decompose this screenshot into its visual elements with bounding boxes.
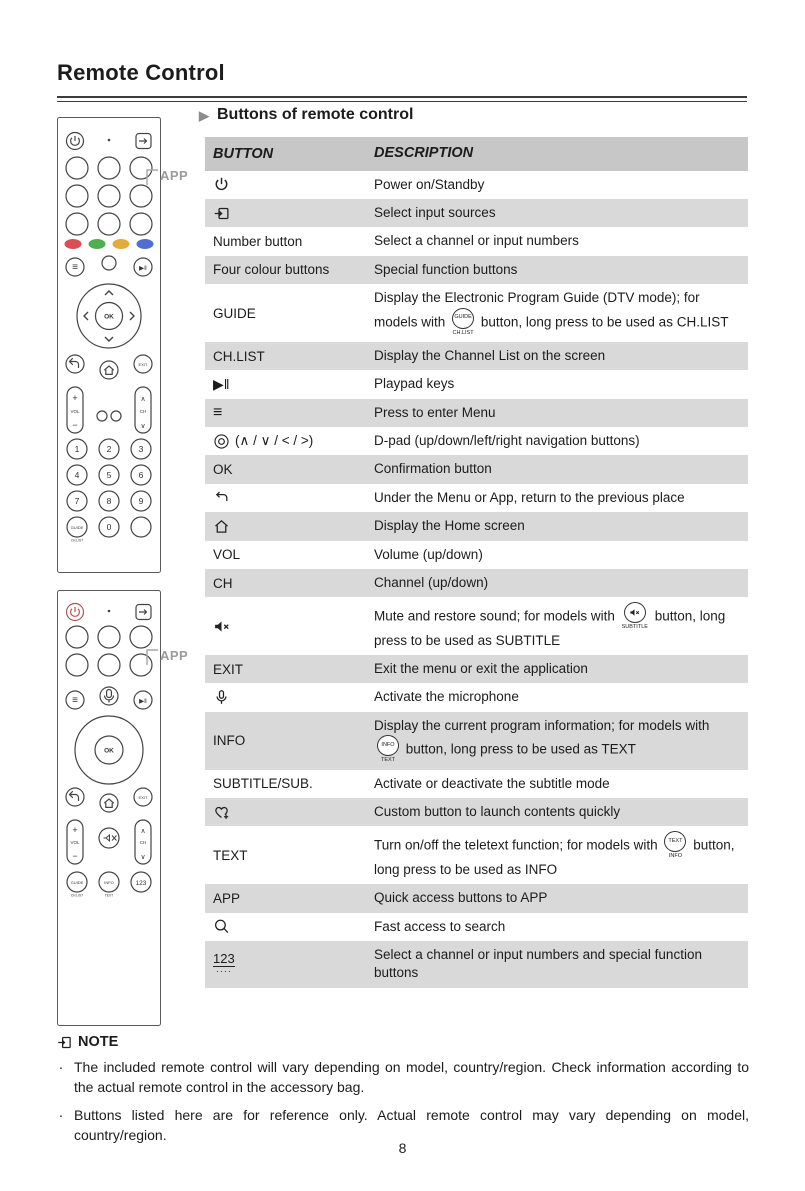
svg-text:INFO: INFO [104,880,114,885]
button-cell [205,913,371,940]
table-row [205,455,748,483]
menu-icon: ≡ [213,403,223,421]
svg-text:6: 6 [138,470,144,480]
description-cell: Playpad keys [374,376,455,392]
button-cell: CH.LIST [213,348,265,364]
svg-text:2: 2 [106,444,112,454]
note-header [57,1034,749,1050]
table-row [205,512,748,540]
svg-text:−: − [72,420,78,430]
button-cell [205,947,371,981]
svg-text:8: 8 [106,496,112,506]
table-row [205,256,748,284]
description-cell: Volume (up/down) [374,546,483,562]
return-icon [213,489,230,506]
button-cell: GUIDE [213,305,256,321]
svg-text:OK: OK [104,747,114,755]
svg-text:TEXT: TEXT [104,893,114,898]
button-cell: CH [213,575,233,591]
app-label-text: APP [160,648,189,663]
description-cell: Select input sources [374,205,496,221]
button-cell: INFO [213,733,246,749]
description-cell: Display the Home screen [374,518,525,534]
table-row [205,913,748,941]
button-cell: TEXT [213,847,248,863]
bracket-icon [146,648,159,666]
table-row [205,427,748,455]
note-item: · The included remote control will vary depending on model, country/region. Check information according to the actual remote control in the accessory bag. [57,1057,749,1098]
table-row [205,370,748,398]
table-row [205,342,748,370]
description-cell: Special function buttons [374,261,518,277]
remote-illustration-top [57,117,161,578]
description-cell: Select a channel or input numbers and special function buttons [374,946,702,981]
svg-text:≡: ≡ [72,695,78,706]
description-cell: Custom button to launch contents quickly [374,803,621,819]
numbers-123-icon: 123 ···· [213,951,235,977]
button-cell [205,613,371,640]
guide-button-badge: GUIDE CH.LIST [452,308,474,337]
svg-text:VOL: VOL [70,840,80,845]
svg-text:3: 3 [138,444,144,454]
svg-text:−: − [72,851,78,861]
svg-text:∨: ∨ [140,423,146,430]
button-column-header: BUTTON [213,145,274,162]
app-group-label-top [146,168,188,186]
search-icon [213,918,230,935]
description-cell: Display the current program information; for models with INFO TEXT button, long press to be used as TEXT [374,717,710,764]
table-row [205,484,748,512]
mute-icon [213,618,230,635]
svg-text:123: 123 [135,880,147,887]
bracket-icon [146,168,159,186]
table-row [205,399,748,427]
page-title: Remote Control [57,60,225,85]
svg-text:∨: ∨ [140,854,146,861]
note-section [57,1034,749,1145]
table-row [205,798,748,826]
svg-text:GUIDE: GUIDE [70,880,84,885]
svg-text:9: 9 [138,496,144,506]
note-item: · Buttons listed here are for reference only. Actual remote control may vary depending on model, country/region. [57,1105,749,1146]
dot-icon [108,610,111,613]
svg-text:1: 1 [74,444,80,454]
button-cell [205,399,371,427]
description-cell: Turn on/off the teletext function; for models with TEXT INFO button, long press to be used as INFO [371,826,748,884]
button-cell: (∧ / ∨ / < / >) [205,428,371,455]
table-row [205,655,748,683]
svg-text:OK: OK [104,313,114,321]
description-cell: Power on/Standby [374,176,485,192]
description-cell: Mute and restore sound; for models with SUBTITLE button, long press to be used as SUBTITLE [371,597,748,655]
table-row [205,541,748,569]
table-row [205,171,748,199]
svg-text:CH: CH [139,409,147,414]
table-row [205,712,748,770]
section-heading [199,106,413,124]
table-header-row [205,137,748,171]
description-cell: Display the Channel List on the screen [374,347,606,363]
table-row [205,199,748,227]
note-title: NOTE [78,1034,119,1050]
svg-text:CH.LIST: CH.LIST [70,893,84,898]
title-divider [57,96,747,102]
button-cell [205,684,371,711]
table-row [205,884,748,912]
text-button-badge: TEXT INFO [664,831,686,860]
button-cell [205,484,371,511]
button-cell: SUBTITLE/SUB. [213,776,313,792]
custom-heart-icon [213,804,230,821]
svg-text:EXIT: EXIT [138,795,148,800]
svg-text:4: 4 [74,470,80,480]
svg-text:▶‖: ▶‖ [139,265,147,272]
button-cell: OK [213,462,233,478]
svg-text:+: + [72,825,78,835]
description-cell: Activate the microphone [374,689,519,705]
description-cell: Exit the menu or exit the application [374,661,588,677]
svg-text:VOL: VOL [70,409,80,414]
section-marker-icon: ▶ [199,107,209,123]
info-button-badge: INFO TEXT [377,735,399,764]
button-cell: VOL [213,547,241,563]
remote-buttons-table [205,137,748,988]
section-heading-text: Buttons of remote control [217,106,414,123]
button-cell: APP [213,890,241,906]
button-cell [205,171,371,198]
app-label-text: APP [160,168,189,183]
table-row [205,770,748,798]
svg-text:0: 0 [106,522,112,532]
note-icon [57,1035,72,1050]
input-source-icon [213,205,230,222]
svg-text:7: 7 [74,496,80,506]
description-column-header: DESCRIPTION [374,145,474,161]
description-cell: Under the Menu or App, return to the previous place [374,489,685,505]
description-cell: Activate or deactivate the subtitle mode [374,775,610,791]
svg-text:▶‖: ▶‖ [139,698,147,705]
svg-text:≡: ≡ [72,262,78,273]
description-cell: Select a channel or input numbers [374,233,579,249]
description-cell: Fast access to search [374,918,506,934]
svg-text:CH.LIST: CH.LIST [70,538,84,543]
table-row [205,683,748,711]
home-icon [213,518,230,535]
button-cell: EXIT [213,661,244,677]
mute-icon [629,607,640,618]
svg-text:CH: CH [139,840,147,845]
table-row [205,826,748,884]
note-item-text: Buttons listed here are for reference only. Actual remote control may vary depending on model, country/region. [74,1106,749,1143]
power-icon [213,176,230,193]
dot-icon [108,139,111,142]
table-row [205,569,748,597]
button-cell [205,371,371,398]
button-cell [205,200,371,227]
table-body [205,171,748,988]
playpad-icon: ▶‖ [213,376,230,393]
table-row [205,941,748,988]
button-cell [205,799,371,826]
svg-text:5: 5 [106,470,112,480]
mic-icon [213,689,230,706]
table-row [205,597,748,655]
description-cell: Quick access buttons to APP [374,890,548,906]
description-cell: Confirmation button [374,461,492,477]
svg-text:GUIDE: GUIDE [70,525,84,530]
table-row [205,227,748,255]
button-cell: Four colour buttons [213,262,330,278]
dpad-icon [213,433,230,450]
table-row [205,284,748,342]
page-number: 8 [398,1140,407,1156]
svg-text:EXIT: EXIT [138,362,148,367]
svg-text:∧: ∧ [140,828,146,835]
app-group-label-bottom [146,648,188,666]
description-cell: Channel (up/down) [374,574,489,590]
button-cell: Number button [213,234,303,250]
svg-text:∧: ∧ [140,396,146,403]
button-cell [205,513,371,540]
svg-text:+: + [72,393,78,403]
note-item-text: The included remote control will vary depending on model, country/region. Check information according to the actual remote control in the accessory bag. [74,1059,749,1096]
description-cell: Press to enter Menu [374,404,496,420]
description-cell: Display the Electronic Program Guide (DTV mode); for models with GUIDE CH.LIST button, long press to be used as CH.LIST [374,290,729,336]
description-cell: D-pad (up/down/left/right navigation buttons) [374,433,640,449]
mute-button-badge: SUBTITLE [622,602,648,631]
